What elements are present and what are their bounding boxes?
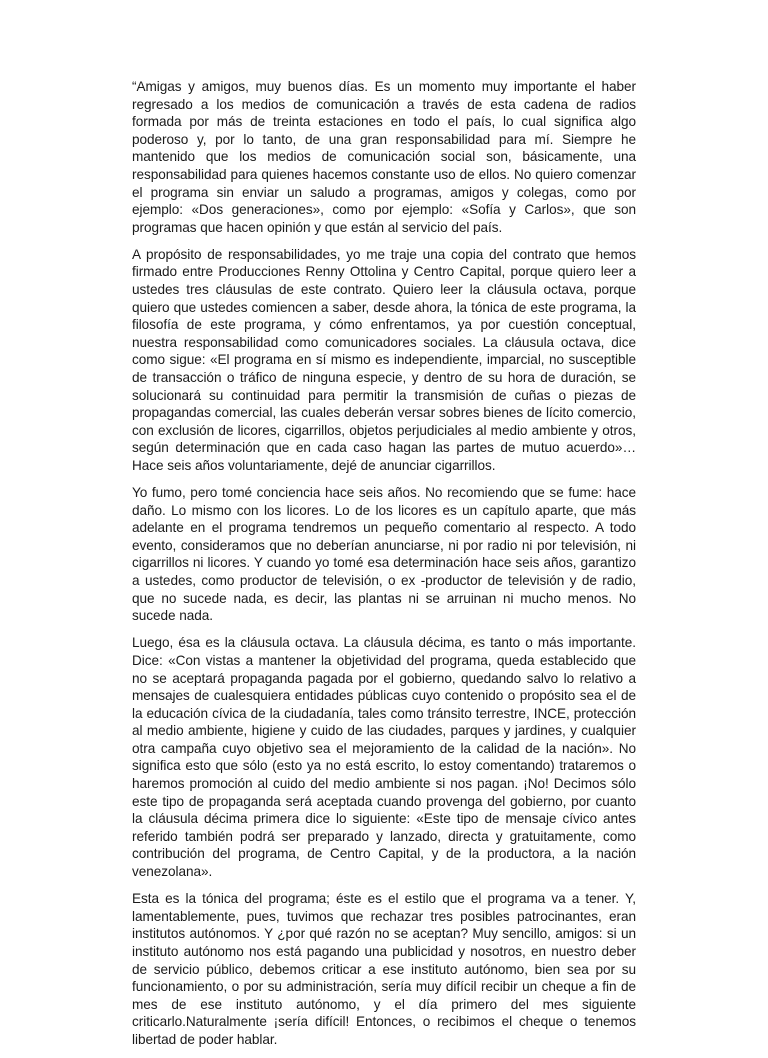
paragraph-5: Esta es la tónica del programa; éste es el estilo que el programa va a tener. Y, lamentablemente, pues, tuvimos que rechazar tres posibles patrocinantes, eran institutos autónomos. Y ¿por qué razón no se aceptan? Muy sencillo, amigos: si un instituto autónomo nos está pagando una publicidad y nosotros, en nuestro deber de servicio público, debemos criticar a ese instituto autónomo, bien sea por su funcionamiento, o por su administración, sería muy difícil recibir un cheque a fin de mes de ese instituto autónomo, y el día primero del mes siguiente criticarlo.Naturalmente ¡sería difícil! Entonces, o recibimos el cheque o tenemos libertad de poder hablar. [132, 891, 636, 1047]
paragraph-4: Luego, ésa es la cláusula octava. La cláusula décima, es tanto o más importante. Dice: «Con vistas a mantener la objetividad del programa, queda establecido que no se aceptará propaganda pagada por el gobierno, quedando salvo lo relativo a mensajes de cualesquiera entidades públicas cuyo contenido o propósito sea el de la educación cívica de la ciudadanía, tales como tránsito terrestre, INCE, protección al medio ambiente, higiene y cuido de las ciudades, parques y jardines, y cualquier otra campaña cuyo objetivo sea el mejoramiento de la calidad de la nación». No significa esto que sólo (esto ya no está escrito, lo estoy comentando) trataremos o haremos promoción al cuido del medio ambiente si nos pagan. ¡No! Decimos sólo este tipo de propaganda será aceptada cuando provenga del gobierno, por cuanto la cláusula décima primera dice lo siguiente: «Este tipo de mensaje cívico antes referido también podrá ser preparado y lanzado, directa y gratuitamente, como contribución del programa, de Centro Capital, y de la productora, a la nación venezolana». [132, 635, 636, 880]
paragraph-3: Yo fumo, pero tomé conciencia hace seis años. No recomiendo que se fume: hace daño. Lo mismo con los licores. Lo de los licores es un capítulo aparte, que más adelante en el programa tendremos un pequeño comentario al respecto. A todo evento, consideramos que no deberían anunciarse, ni por radio ni por televisión, ni cigarrillos ni licores. Y cuando yo tomé esa determinación hace seis años, garantizo a ustedes, como productor de televisión, o ex -productor de televisión y de radio, que no sucede nada, es decir, las plantas ni se arruinan ni mucho menos. No sucede nada. [132, 485, 636, 624]
paragraph-1: “Amigas y amigos, muy buenos días. Es un momento muy importante el haber regresado a los medios de comunicación a través de esta cadena de radios formada por más de treinta estaciones en todo el país, lo cual significa algo poderoso y, por lo tanto, de una gran responsabilidad para mí. Siempre he mantenido que los medios de comunicación social son, básicamente, una responsabilidad para quienes hacemos constante uso de ellos. No quiero comenzar el programa sin enviar un saludo a programas, amigos y colegas, como por ejemplo: «Dos generaciones», como por ejemplo: «Sofía y Carlos», que son programas que hacen opinión y que están al servicio del país. [132, 79, 636, 235]
paragraph-2: A propósito de responsabilidades, yo me traje una copia del contrato que hemos firmado entre Producciones Renny Ottolina y Centro Capital, porque quiero leer a ustedes tres cláusulas de este contrato. Quiero leer la cláusula octava, porque quiero que ustedes comiencen a saber, desde ahora, la tónica de este programa, la filosofía de este programa, y cómo enfrentamos, ya por cuestión conceptual, nuestra responsabilidad como comunicadores sociales. La cláusula octava, dice como sigue: «El programa en sí mismo es independiente, imparcial, no susceptible de transacción o tráfico de ninguna especie, y dentro de su hora de duración, se solucionará su continuidad para permitir la transmisión de cuñas o piezas de propagandas comercial, las cuales deberán versar sobres bienes de lícito comercio, con exclusión de licores, cigarrillos, objetos perjudiciales al medio ambiente y otros, según determinación que en cada caso hagan las partes de mutuo acuerdo»… Hace seis años voluntariamente, dejé de anunciar cigarrillos. [132, 246, 636, 473]
document-body [132, 78, 636, 1058]
